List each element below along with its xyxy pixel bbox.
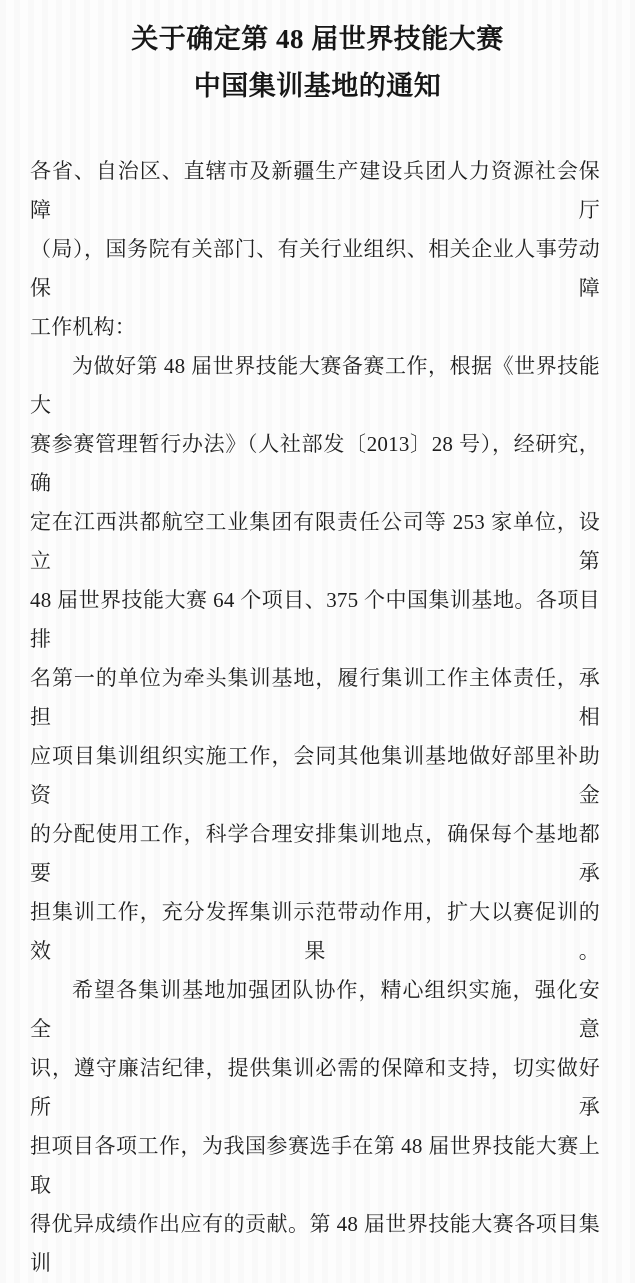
- body-line: 定在江西洪都航空工业集团有限责任公司等 253 家单位，设立第: [30, 510, 600, 573]
- body-line: 的分配使用工作，科学合理安排集训地点，确保每个基地都要承: [30, 822, 600, 885]
- body-line: 48 届世界技能大赛 64 个项目、375 个中国集训基地。各项目排: [30, 588, 600, 651]
- document-title: [0, 0, 635, 110]
- document-title-line2: 中国集训基地的通知: [193, 71, 442, 101]
- body-line: 各省、自治区、直辖市及新疆生产建设兵团人力资源社会保障厅: [30, 159, 600, 222]
- body-line: 为做好第 48 届世界技能大赛备赛工作，根据《世界技能大: [30, 354, 600, 417]
- body-line: 得优异成绩作出应有的贡献。第 48 届世界技能大赛各项目集训: [30, 1212, 600, 1275]
- body-line: 识，遵守廉洁纪律，提供集训必需的保障和支持，切实做好所承: [30, 1056, 600, 1119]
- document-body: [30, 152, 600, 1283]
- body-line: 希望各集训基地加强团队协作，精心组织实施，强化安全意: [30, 978, 600, 1041]
- body-line: 担集训工作，充分发挥集训示范带动作用，扩大以赛促训的效果。: [30, 900, 600, 963]
- body-line: 赛参赛管理暂行办法》（人社部发〔2013〕28 号），经研究，确: [30, 432, 600, 495]
- body-line: 工作机构：: [30, 315, 136, 339]
- body-line: 担项目各项工作，为我国参赛选手在第 48 届世界技能大赛上取: [30, 1134, 600, 1197]
- body-line: 名第一的单位为牵头集训基地，履行集训工作主体责任，承担相: [30, 666, 600, 729]
- body-line: （局），国务院有关部门、有关行业组织、相关企业人事劳动保障: [30, 237, 600, 300]
- document-title-line1: 关于确定第 48 届世界技能大赛: [131, 24, 504, 54]
- body-line: 应项目集训组织实施工作，会同其他集训基地做好部里补助资金: [30, 744, 600, 807]
